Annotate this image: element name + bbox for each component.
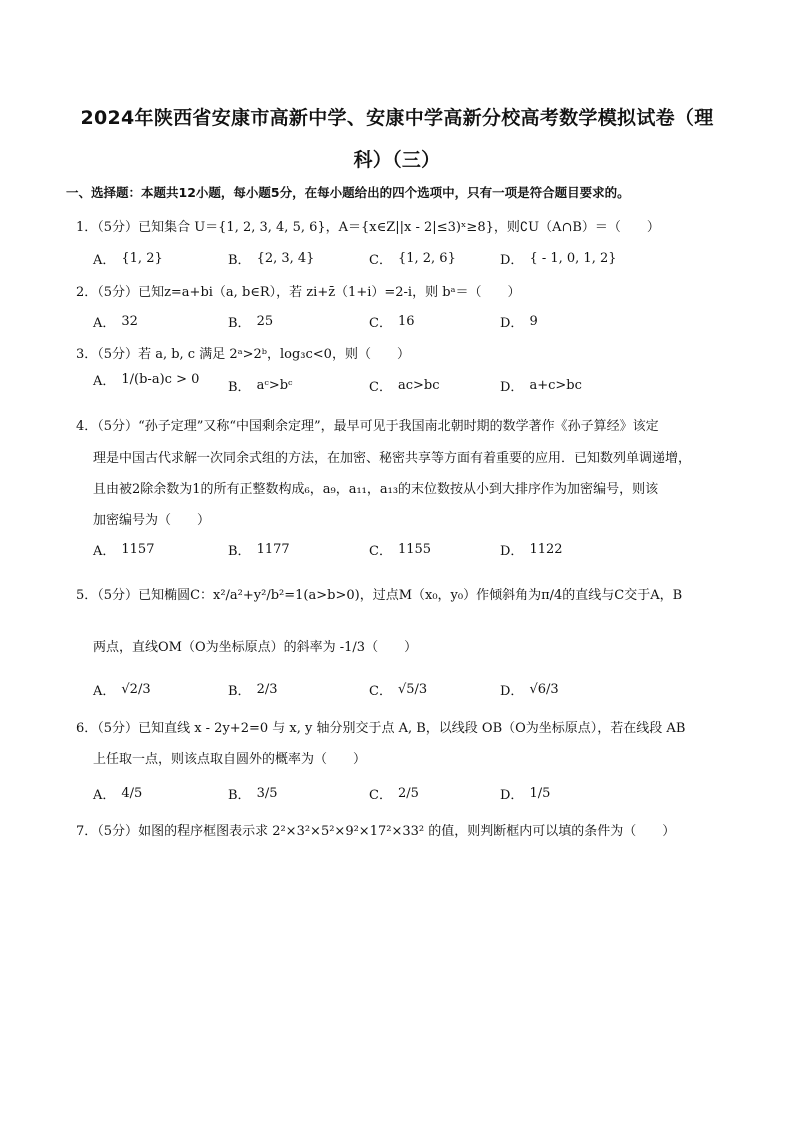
question-score: （5分） bbox=[97, 220, 139, 235]
q3-option-c: C． ac>bc bbox=[369, 378, 440, 395]
math-expression: 2/5 bbox=[397, 786, 419, 801]
q2-option-b: B． 25 bbox=[228, 314, 274, 331]
question-5-line-2: 两点，直线OM（O为坐标原点）的斜率为 -1/3（ ） bbox=[93, 640, 418, 655]
q5-option-a: A． √2/3 bbox=[93, 682, 151, 699]
q4-option-a: A． 1157 bbox=[93, 542, 155, 559]
q2-option-c: C． 16 bbox=[369, 314, 415, 331]
question-text: 若 a, b, c 满足 2ᵃ>2ᵇ，log₃c<0，则（ ） bbox=[138, 347, 410, 362]
question-score: （5分） bbox=[97, 824, 139, 839]
question-3 bbox=[76, 343, 410, 362]
math-expression: √5/3 bbox=[397, 682, 428, 697]
q1-option-a: A． {1, 2} bbox=[93, 251, 163, 268]
q5-option-c: C． √5/3 bbox=[369, 682, 428, 699]
q2-option-a: A． 32 bbox=[93, 314, 138, 331]
q5-option-b: B． 2/3 bbox=[228, 682, 278, 699]
q6-option-b: B． 3/5 bbox=[228, 786, 278, 803]
question-number: 5． bbox=[76, 588, 98, 603]
question-4-line-2: 理是中国古代求解一次同余式组的方法，在加密、秘密共享等方面有着重要的应用．已知数列单调递增， bbox=[93, 451, 692, 466]
question-number: 2． bbox=[76, 285, 98, 300]
question-score: （5分） bbox=[97, 721, 139, 736]
q1-option-d: D． { - 1, 0, 1, 2} bbox=[500, 251, 617, 268]
q1-option-c: C． {1, 2, 6} bbox=[369, 251, 456, 268]
math-expression: 1/5 bbox=[529, 786, 551, 801]
q4-option-c: C． 1155 bbox=[369, 542, 432, 559]
question-number: 4． bbox=[76, 419, 98, 434]
q6-option-d: D． 1/5 bbox=[500, 786, 551, 803]
exam-title-line-2: 科）（三） bbox=[353, 149, 441, 171]
question-2 bbox=[76, 281, 521, 300]
question-5 bbox=[76, 584, 682, 603]
math-expression: √2/3 bbox=[121, 682, 151, 697]
math-expression: 1/(b-a)c > 0 bbox=[121, 372, 200, 387]
q4-option-d: D． 1122 bbox=[500, 542, 563, 559]
question-4 bbox=[76, 415, 659, 434]
question-score: （5分） bbox=[97, 285, 139, 300]
question-score: （5分） bbox=[97, 419, 139, 434]
q4-option-b: B． 1177 bbox=[228, 542, 290, 559]
section-header: 一、选择题：本题共12小题，每小题5分，在每小题给出的四个选项中，只有一项是符合题目要求的。 bbox=[66, 185, 630, 200]
q3-option-d: D． a+c>bc bbox=[500, 378, 582, 395]
question-number: 1． bbox=[76, 220, 98, 235]
q5-option-d: D． √6/3 bbox=[500, 682, 559, 699]
q1-option-b: B． {2, 3, 4} bbox=[228, 251, 315, 268]
question-text: 已知直线 x - 2y+2=0 与 x, y 轴分别交于点 A, B，以线段 OB（O为坐标原点），若在线段 AB bbox=[138, 721, 686, 736]
question-4-line-3: 且由被2除余数为1的所有正整数构成₆，a₉，a₁₁，a₁₃的末位数按从小到大排序作为加密编号，则该 bbox=[93, 482, 659, 497]
question-text: “孙子定理”又称“中国剩余定理”，最早可见于我国南北朝时期的数学著作《孙子算经》该定 bbox=[138, 419, 659, 434]
q6-option-c: C． 2/5 bbox=[369, 786, 419, 803]
math-expression: 2/3 bbox=[256, 682, 278, 697]
question-6-line-2: 上任取一点，则该点取自圆外的概率为（ ） bbox=[93, 752, 367, 767]
math-expression: 3/5 bbox=[256, 786, 278, 801]
question-4-line-4: 加密编号为（ ） bbox=[93, 513, 211, 528]
q2-option-d: D． 9 bbox=[500, 314, 538, 331]
q6-option-a: A． 4/5 bbox=[93, 786, 143, 803]
question-score: （5分） bbox=[97, 347, 139, 362]
math-expression: √6/3 bbox=[529, 682, 559, 697]
question-text: 已知z=a+bi（a, b∈R），若 zi+z̄（1+i）=2-i，则 bᵃ＝（ ） bbox=[138, 285, 521, 300]
q3-option-b: B． aᶜ>bᶜ bbox=[228, 378, 293, 395]
question-1 bbox=[76, 216, 660, 235]
question-number: 6． bbox=[76, 721, 98, 736]
question-text: 如图的程序框图表示求 2²×3²×5²×9²×17²×33² 的值，则判断框内可以填的条件为（ ） bbox=[138, 824, 676, 839]
q3-option-a: A． 1/(b-a)c > 0 bbox=[93, 372, 200, 389]
question-text: 已知集合 U＝{1, 2, 3, 4, 5, 6}，A＝{x∈Z||x - 2|≤3)ˣ≥8}，则∁U（A∩B）＝（ ） bbox=[138, 220, 660, 235]
question-number: 3． bbox=[76, 347, 98, 362]
exam-title-line-1: 2024年陕西省安康市高新中学、安康中学高新分校高考数学模拟试卷（理 bbox=[80, 107, 714, 129]
question-score: （5分） bbox=[97, 588, 139, 603]
question-6 bbox=[76, 717, 685, 736]
math-expression: 4/5 bbox=[121, 786, 143, 801]
question-text: 已知椭圆C：x²/a²+y²/b²=1(a>b>0)，过点M（x₀，y₀）作倾斜角为π/4的直线与C交于A，B bbox=[138, 588, 683, 603]
question-7 bbox=[76, 820, 675, 839]
question-number: 7． bbox=[76, 824, 98, 839]
